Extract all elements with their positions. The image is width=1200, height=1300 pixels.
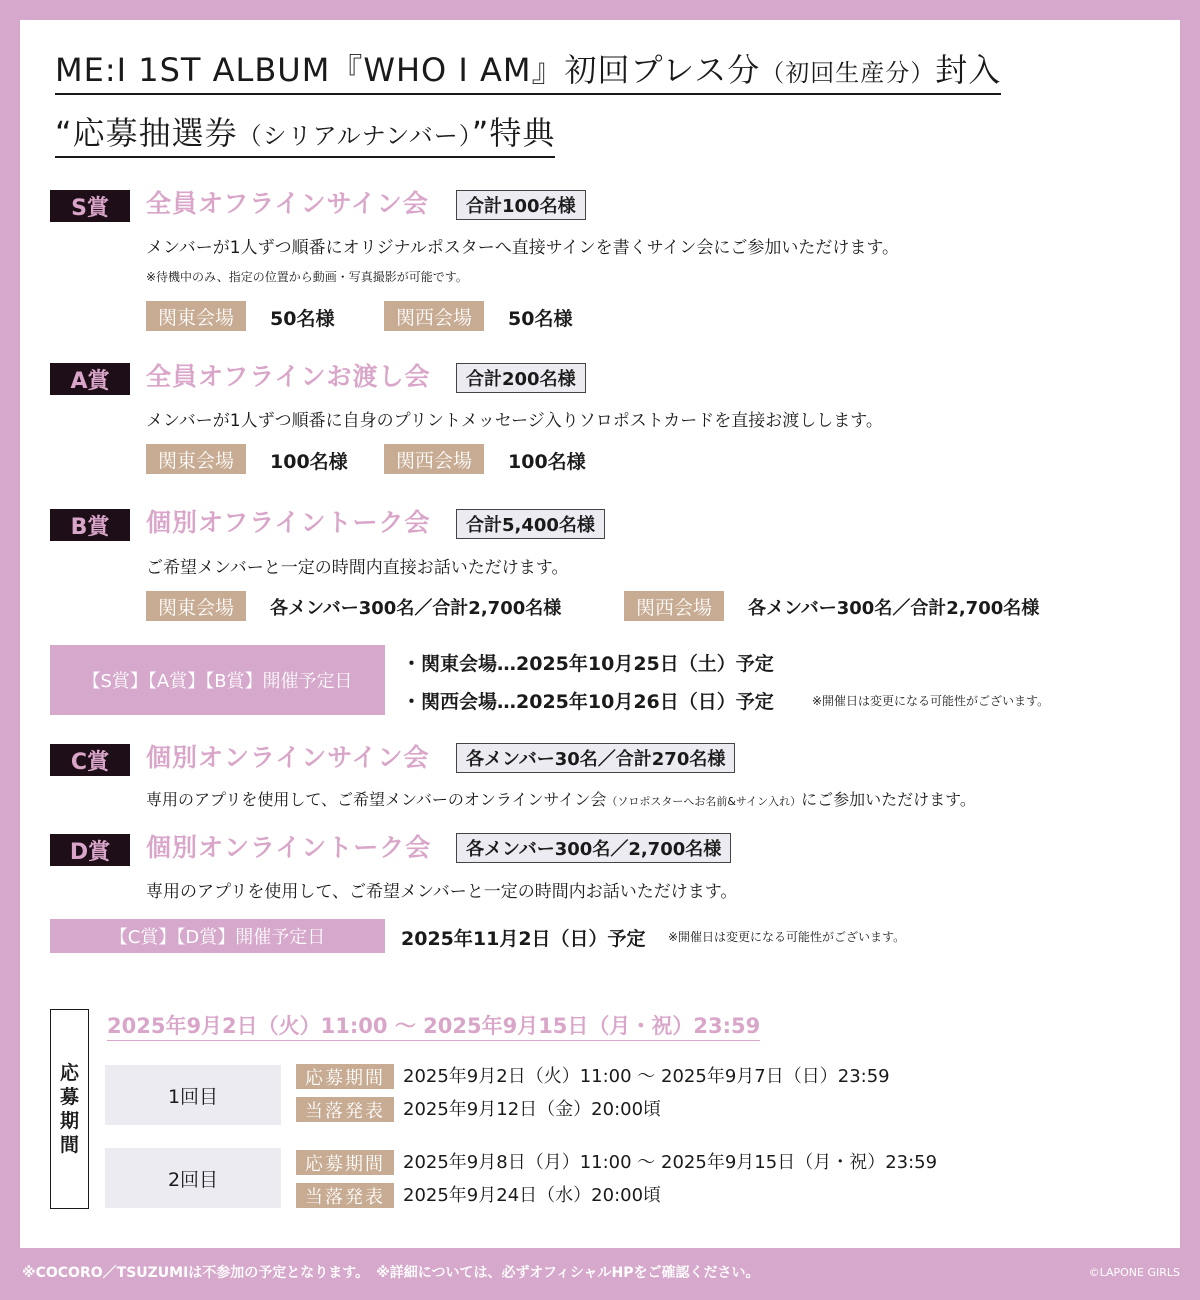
prize-c-label: C賞 bbox=[50, 744, 130, 776]
prize-c-name: 個別オンラインサイン会 bbox=[146, 743, 430, 772]
round-2-label: 2回目 bbox=[105, 1148, 281, 1208]
prize-s-label: S賞 bbox=[50, 190, 130, 222]
prize-b-venue-kansai: 関西会場 bbox=[624, 591, 724, 621]
prize-a-venue-kansai: 関西会場 bbox=[384, 444, 484, 474]
prize-s-venue-kansai: 関西会場 bbox=[384, 301, 484, 331]
round-2-period: 2025年9月8日（月）11:00 〜 2025年9月15日（月・祝）23:59 bbox=[403, 1152, 938, 1173]
prize-s-note: ※待機中のみ、指定の位置から動画・写真撮影が可能です。 bbox=[146, 270, 468, 284]
prize-b-quota: 合計5,400名様 bbox=[456, 509, 605, 539]
prize-a-quota: 合計200名様 bbox=[456, 363, 586, 393]
round-2-period-tag: 応募期間 bbox=[296, 1150, 394, 1175]
round-1-result-tag: 当落発表 bbox=[296, 1097, 394, 1122]
prize-b-label: B賞 bbox=[50, 509, 130, 541]
page-subtitle: “応募抽選券（シリアルナンバー）”特典 bbox=[55, 113, 555, 158]
application-period-label: 応 募 期 間 bbox=[50, 1009, 89, 1209]
prize-s-name: 全員オフラインサイン会 bbox=[146, 189, 429, 218]
prize-b-count-kansai: 各メンバー300名／合計2,700名様 bbox=[748, 598, 1040, 619]
prize-d-name: 個別オンライントーク会 bbox=[146, 833, 432, 862]
prize-a-count-kanto: 100名様 bbox=[270, 451, 348, 473]
prize-b-description: ご希望メンバーと一定の時間内直接お話いただけます。 bbox=[146, 558, 569, 578]
round-1-period: 2025年9月2日（火）11:00 〜 2025年9月7日（日）23:59 bbox=[403, 1066, 890, 1087]
prize-c-quota: 各メンバー30名／合計270名様 bbox=[456, 743, 735, 773]
prize-s-count-kansai: 50名様 bbox=[508, 308, 573, 330]
schedule-cd-label: 【C賞】【D賞】開催予定日 bbox=[50, 919, 385, 953]
round-1-label: 1回目 bbox=[105, 1065, 281, 1125]
prize-d-description: 専用のアプリを使用して、ご希望メンバーと一定の時間内お話いただけます。 bbox=[146, 882, 738, 902]
round-1-period-tag: 応募期間 bbox=[296, 1064, 394, 1089]
round-2-result: 2025年9月24日（水）20:00頃 bbox=[403, 1185, 662, 1206]
prize-s-venue-kanto: 関東会場 bbox=[146, 301, 246, 331]
page-title: ME:I 1ST ALBUM『WHO I AM』初回プレス分（初回生産分）封入 bbox=[55, 50, 1001, 95]
schedule-sab-note: ※開催日は変更になる可能性がございます。 bbox=[812, 694, 1050, 708]
prize-b-name: 個別オフライントーク会 bbox=[146, 508, 431, 537]
prize-d-label: D賞 bbox=[50, 834, 130, 866]
prize-s-quota: 合計100名様 bbox=[456, 190, 586, 220]
prize-a-label: A賞 bbox=[50, 363, 130, 395]
copyright: ©LAPONE GIRLS bbox=[1088, 1266, 1180, 1279]
round-2-result-tag: 当落発表 bbox=[296, 1183, 394, 1208]
prize-b-count-kanto: 各メンバー300名／合計2,700名様 bbox=[270, 598, 562, 619]
schedule-cd-date: 2025年11月2日（日）予定 bbox=[401, 928, 646, 950]
round-1-result: 2025年9月12日（金）20:00頃 bbox=[403, 1099, 662, 1120]
footer-note: ※COCORO／TSUZUMIは不参加の予定となります。 ※詳細については、必ずオフィシャルHPをご確認ください。 bbox=[22, 1265, 760, 1281]
prize-s-description: メンバーが1人ずつ順番にオリジナルポスターへ直接サインを書くサイン会にご参加いただけます。 bbox=[146, 238, 900, 258]
prize-s-count-kanto: 50名様 bbox=[270, 308, 335, 330]
schedule-sab-kanto: ・関東会場…2025年10月25日（土）予定 bbox=[402, 653, 774, 675]
prize-a-count-kansai: 100名様 bbox=[508, 451, 586, 473]
prize-a-name: 全員オフラインお渡し会 bbox=[146, 362, 431, 391]
schedule-sab-kansai: ・関西会場…2025年10月26日（日）予定 bbox=[402, 691, 774, 713]
schedule-sab-label: 【S賞】【A賞】【B賞】開催予定日 bbox=[50, 645, 385, 715]
prize-d-quota: 各メンバー300名／2,700名様 bbox=[456, 833, 731, 863]
prize-b-venue-kanto: 関東会場 bbox=[146, 591, 246, 621]
prize-a-description: メンバーが1人ずつ順番に自身のプリントメッセージ入りソロポストカードを直接お渡しします。 bbox=[146, 411, 883, 431]
prize-c-description: 専用のアプリを使用して、ご希望メンバーのオンラインサイン会（ソロポスターへお名前&サイン入れ）にご参加いただけます。 bbox=[146, 790, 976, 809]
schedule-cd-note: ※開催日は変更になる可能性がございます。 bbox=[668, 930, 906, 944]
prize-a-venue-kanto: 関東会場 bbox=[146, 444, 246, 474]
application-range: 2025年9月2日（火）11:00 〜 2025年9月15日（月・祝）23:59 bbox=[107, 1012, 760, 1041]
